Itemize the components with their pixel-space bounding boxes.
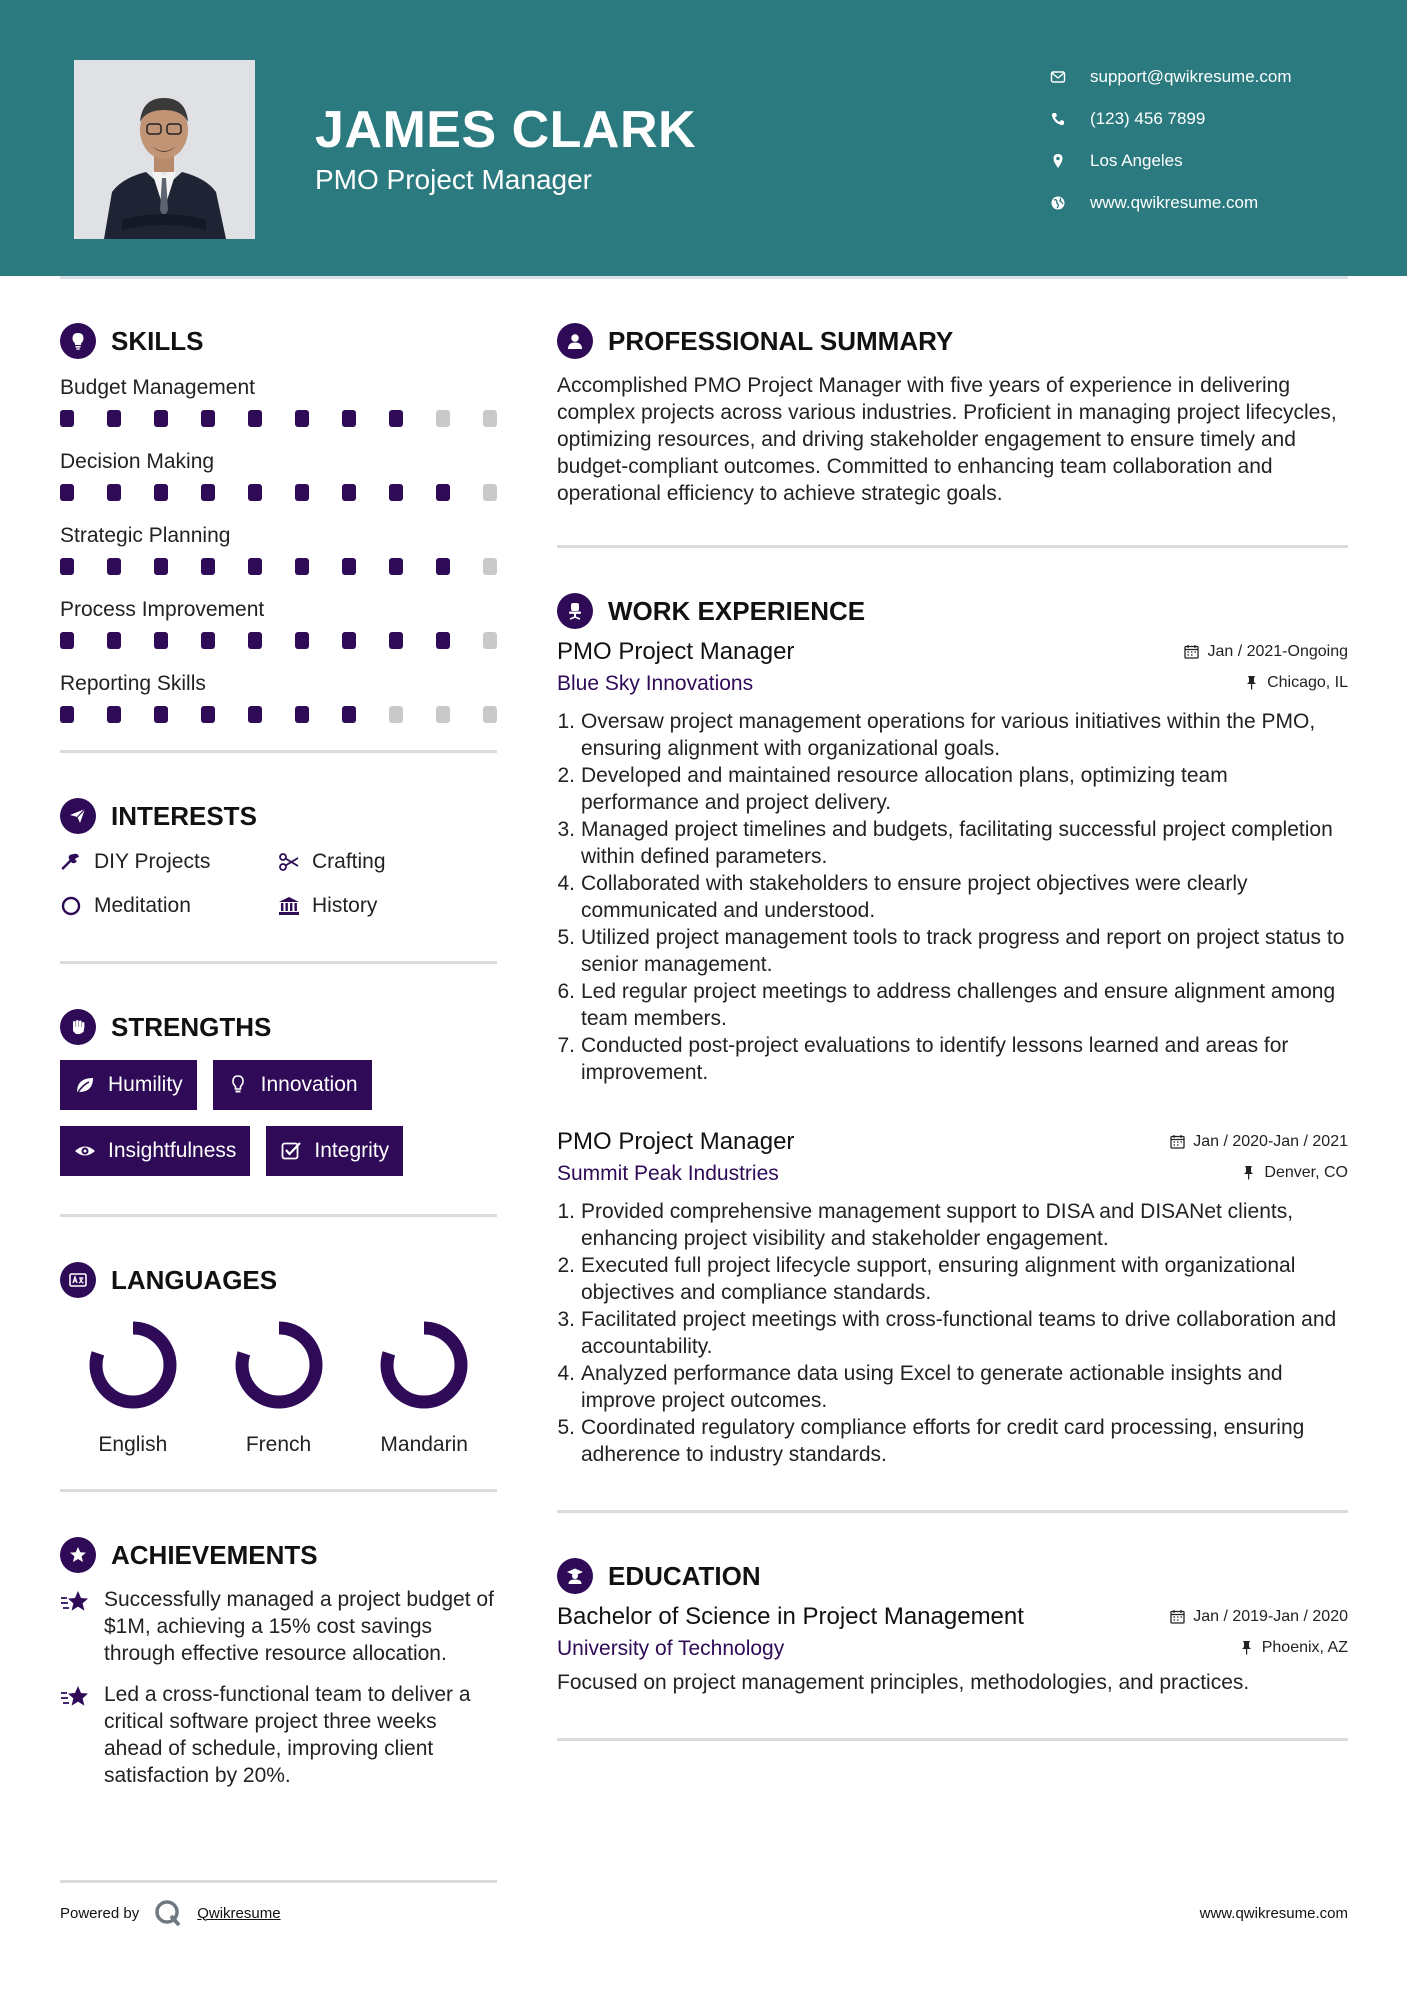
list-item: 5. Utilized project management tools to track progress and report on project status to senior management. <box>557 926 1345 976</box>
rating-dot-filled <box>295 410 309 427</box>
education-date: Jan / 2019-Jan / 2020 <box>1170 1608 1348 1626</box>
school-name: University of Technology <box>557 1637 785 1660</box>
job-entry <box>557 638 1348 1086</box>
language-item <box>206 1315 352 1457</box>
powered-by-label: Powered by <box>60 1904 140 1922</box>
rating-dot-filled <box>295 706 309 723</box>
rating-dot-filled <box>154 632 168 649</box>
skill-rating <box>60 404 497 446</box>
rating-dot-filled <box>60 706 74 723</box>
rating-dot-filled <box>389 632 403 649</box>
star-badge-icon <box>60 1537 96 1573</box>
pushpin-icon <box>1239 1640 1254 1655</box>
list-item: 3. Facilitated project meetings with cross-functional teams to drive collaboration and accountability. <box>557 1308 1337 1358</box>
rating-dot-empty <box>483 484 497 501</box>
qwikresume-logo-icon <box>153 1898 183 1928</box>
rating-dot-filled <box>436 558 450 575</box>
envelope-icon <box>1050 69 1066 85</box>
languages-list <box>60 1315 497 1457</box>
rating-dot-filled <box>60 410 74 427</box>
candidate-title: PMO Project Manager <box>315 164 592 195</box>
rating-dot-filled <box>248 484 262 501</box>
achievement-item: Led a cross-functional team to deliver a critical software project three weeks ahead of schedule, improving client satisfaction by 20%. <box>60 1681 497 1789</box>
job-title: PMO Project Manager <box>557 1128 795 1155</box>
rating-dot-filled <box>248 558 262 575</box>
language-ring-arc <box>242 1328 316 1402</box>
rating-dot-filled <box>107 632 121 649</box>
rating-dot-filled <box>107 484 121 501</box>
calendar-icon <box>1184 644 1199 659</box>
globe-icon <box>1050 195 1066 211</box>
job-subheader <box>557 1162 1348 1186</box>
rating-dot-filled <box>342 484 356 501</box>
education-location: Phoenix, AZ <box>1239 1639 1348 1657</box>
skill-rating <box>60 700 497 742</box>
skill-rating <box>60 626 497 668</box>
job-title: PMO Project Manager <box>557 638 795 665</box>
paper-plane-icon <box>60 798 96 834</box>
skill-rating <box>60 552 497 594</box>
skills-list <box>60 372 497 742</box>
skill-name: Strategic Planning <box>60 524 231 547</box>
lightbulb-icon <box>227 1074 249 1096</box>
summary-heading: PROFESSIONAL SUMMARY <box>557 320 1348 362</box>
rating-dot-filled <box>201 410 215 427</box>
rating-dot-empty <box>483 706 497 723</box>
interests-heading: INTERESTS <box>60 795 497 837</box>
experience-list <box>557 638 1348 1468</box>
pushpin-icon <box>1241 1165 1256 1180</box>
rating-dot-filled <box>60 558 74 575</box>
rating-dot-filled <box>60 484 74 501</box>
job-entry <box>557 1128 1348 1468</box>
degree-title: Bachelor of Science in Project Management <box>557 1603 1024 1630</box>
language-item <box>60 1315 206 1457</box>
list-item: 2. Developed and maintained resource allocation plans, optimizing team performance and project delivery. <box>557 764 1228 814</box>
strength-badge: Humility <box>60 1060 197 1110</box>
list-item: 2. Executed full project lifecycle support, ensuring alignment with organizational objectives and compliance standards. <box>557 1254 1296 1304</box>
circle-icon <box>60 895 82 917</box>
user-icon <box>557 323 593 359</box>
left-column <box>60 320 497 1789</box>
contact-website[interactable] <box>1050 182 1292 224</box>
contact-list <box>1050 56 1292 224</box>
strength-badge: Insightfulness <box>60 1126 250 1176</box>
rating-dot-empty <box>483 558 497 575</box>
contact-location <box>1050 140 1292 182</box>
rating-dot-empty <box>483 632 497 649</box>
rating-dot-filled <box>248 632 262 649</box>
contact-phone-text: (123) 456 7899 <box>1090 109 1206 128</box>
list-item: 7. Conducted post-project evaluations to identify lessons learned and areas for improvement. <box>557 1034 1289 1084</box>
job-header <box>557 638 1348 666</box>
right-column <box>557 320 1348 1741</box>
rating-dot-filled <box>154 558 168 575</box>
education-subheader <box>557 1637 1348 1661</box>
interest-item: Crafting <box>278 847 496 877</box>
pushpin-icon <box>1244 675 1259 690</box>
job-header <box>557 1128 1348 1156</box>
person-portrait-icon <box>74 60 255 239</box>
office-chair-icon <box>557 593 593 629</box>
language-progress-ring <box>374 1315 474 1415</box>
graduate-icon <box>557 1558 593 1594</box>
skill-name: Process Improvement <box>60 598 265 621</box>
rating-dot-empty <box>483 410 497 427</box>
interests-list <box>60 847 497 921</box>
language-ring-arc <box>387 1328 461 1402</box>
map-pin-icon <box>1050 153 1066 169</box>
achievements-list <box>60 1586 497 1789</box>
rating-dot-empty <box>436 706 450 723</box>
job-location: Denver, CO <box>1241 1164 1348 1182</box>
section-divider <box>557 1738 1348 1741</box>
skill-name: Budget Management <box>60 376 255 399</box>
rating-dot-filled <box>154 410 168 427</box>
footer-divider <box>60 1880 497 1883</box>
rating-dot-empty <box>389 706 403 723</box>
language-progress-ring <box>83 1315 183 1415</box>
summary-text: Accomplished PMO Project Manager with five years of experience in delivering complex projects across various industries. Proficient in managing project lifecycles, optimizing resources, and driving stakeholder engagement to ensure timely and budget-compliant outcomes. Committed to enhancing team collaboration and operational efficiency to achieve strategic goals. <box>557 374 1337 505</box>
contact-website-text: www.qwikresume.com <box>1090 193 1259 212</box>
contact-location-text: Los Angeles <box>1090 151 1183 170</box>
rating-dot-filled <box>295 632 309 649</box>
list-item: 4. Analyzed performance data using Excel to generate actionable insights and improve project outcomes. <box>557 1362 1283 1412</box>
calendar-icon <box>1170 1134 1185 1149</box>
job-location: Chicago, IL <box>1244 674 1348 692</box>
calendar-icon <box>1170 1609 1185 1624</box>
rating-dot-filled <box>295 484 309 501</box>
education-heading: EDUCATION <box>557 1555 1348 1597</box>
rating-dot-filled <box>342 558 356 575</box>
achievements-heading: ACHIEVEMENTS <box>60 1534 497 1576</box>
rating-dot-filled <box>107 410 121 427</box>
strengths-list <box>60 1060 497 1176</box>
rating-dot-filled <box>436 632 450 649</box>
language-name: English <box>98 1433 168 1456</box>
language-ring-arc <box>96 1328 170 1402</box>
profile-photo <box>74 60 255 239</box>
rating-dot-filled <box>201 706 215 723</box>
rating-dot-filled <box>342 632 356 649</box>
job-date: Jan / 2020-Jan / 2021 <box>1170 1133 1348 1151</box>
interest-item: Meditation <box>60 891 278 921</box>
rating-dot-filled <box>295 558 309 575</box>
rating-dot-filled <box>201 484 215 501</box>
languages-heading: LANGUAGES <box>60 1259 497 1301</box>
strength-badge: Innovation <box>213 1060 372 1110</box>
rating-dot-filled <box>107 706 121 723</box>
list-item: 4. Collaborated with stakeholders to ensure project objectives were clearly communicated and understood. <box>557 872 1248 922</box>
strengths-heading: STRENGTHS <box>60 1006 497 1048</box>
rating-dot-filled <box>389 558 403 575</box>
list-item: 1. Oversaw project management operations for various initiatives within the PMO, ensuring alignment with organizational goals. <box>557 710 1316 760</box>
rating-dot-filled <box>201 632 215 649</box>
phone-icon <box>1050 111 1066 127</box>
qwikresume-link[interactable]: Qwikresume <box>197 1904 281 1922</box>
wrench-icon <box>60 851 82 873</box>
strength-badge: Integrity <box>266 1126 403 1176</box>
rating-dot-filled <box>154 706 168 723</box>
list-item: 5. Coordinated regulatory compliance efforts for credit card processing, ensuring adherence to industry standards. <box>557 1416 1305 1466</box>
interest-item: History <box>278 891 496 921</box>
raised-fist-icon <box>60 1009 96 1045</box>
list-item: 6. Led regular project meetings to address challenges and ensure alignment among team members. <box>557 980 1336 1030</box>
contact-email[interactable] <box>1050 56 1292 98</box>
skill-name: Reporting Skills <box>60 672 206 695</box>
rating-dot-empty <box>436 410 450 427</box>
job-bullets <box>557 1198 1348 1468</box>
job-subheader <box>557 672 1348 696</box>
leaf-icon <box>74 1074 96 1096</box>
rating-dot-filled <box>107 558 121 575</box>
museum-icon <box>278 895 300 917</box>
star-icon <box>60 1684 90 1710</box>
rating-dot-filled <box>389 484 403 501</box>
interest-item: DIY Projects <box>60 847 278 877</box>
language-name: Mandarin <box>380 1433 468 1456</box>
job-company: Blue Sky Innovations <box>557 672 754 695</box>
rating-dot-filled <box>389 410 403 427</box>
job-bullets <box>557 708 1348 1086</box>
candidate-name: JAMES CLARK <box>315 101 697 159</box>
rating-dot-filled <box>436 484 450 501</box>
rating-dot-filled <box>154 484 168 501</box>
language-item <box>351 1315 497 1457</box>
language-card-icon <box>60 1262 96 1298</box>
scissors-icon <box>278 851 300 873</box>
skill-rating <box>60 478 497 520</box>
rating-dot-filled <box>60 632 74 649</box>
rating-dot-filled <box>342 706 356 723</box>
skill-name: Decision Making <box>60 450 215 473</box>
education-description: Focused on project management principles, methodologies, and practices. <box>557 1671 1250 1694</box>
list-item: 1. Provided comprehensive management support to DISA and DISANet clients, enhancing project visibility and stakeholder engagement. <box>557 1200 1294 1250</box>
star-icon <box>60 1589 90 1615</box>
skills-heading: SKILLS <box>60 320 497 362</box>
rating-dot-filled <box>342 410 356 427</box>
experience-heading: WORK EXPERIENCE <box>557 590 1348 632</box>
contact-email-text: support@qwikresume.com <box>1090 67 1292 86</box>
footer-powered-by <box>60 1898 281 1928</box>
lightbulb-icon <box>60 323 96 359</box>
check-square-icon <box>280 1140 302 1162</box>
footer-website[interactable]: www.qwikresume.com <box>1199 1905 1348 1922</box>
rating-dot-filled <box>201 558 215 575</box>
language-name: French <box>245 1433 312 1456</box>
header-divider <box>60 276 1348 279</box>
education-header <box>557 1603 1348 1631</box>
job-company: Summit Peak Industries <box>557 1162 779 1185</box>
rating-dot-filled <box>248 410 262 427</box>
job-date: Jan / 2021-Ongoing <box>1184 643 1348 661</box>
contact-phone[interactable] <box>1050 98 1292 140</box>
list-item: 3. Managed project timelines and budgets, facilitating successful project completion within defined parameters. <box>557 818 1333 868</box>
rating-dot-filled <box>248 706 262 723</box>
achievement-item: Successfully managed a project budget of $1M, achieving a 15% cost savings through effective resource allocation. <box>60 1586 497 1667</box>
eye-icon <box>74 1140 96 1162</box>
header-banner <box>0 0 1407 276</box>
language-progress-ring <box>229 1315 329 1415</box>
